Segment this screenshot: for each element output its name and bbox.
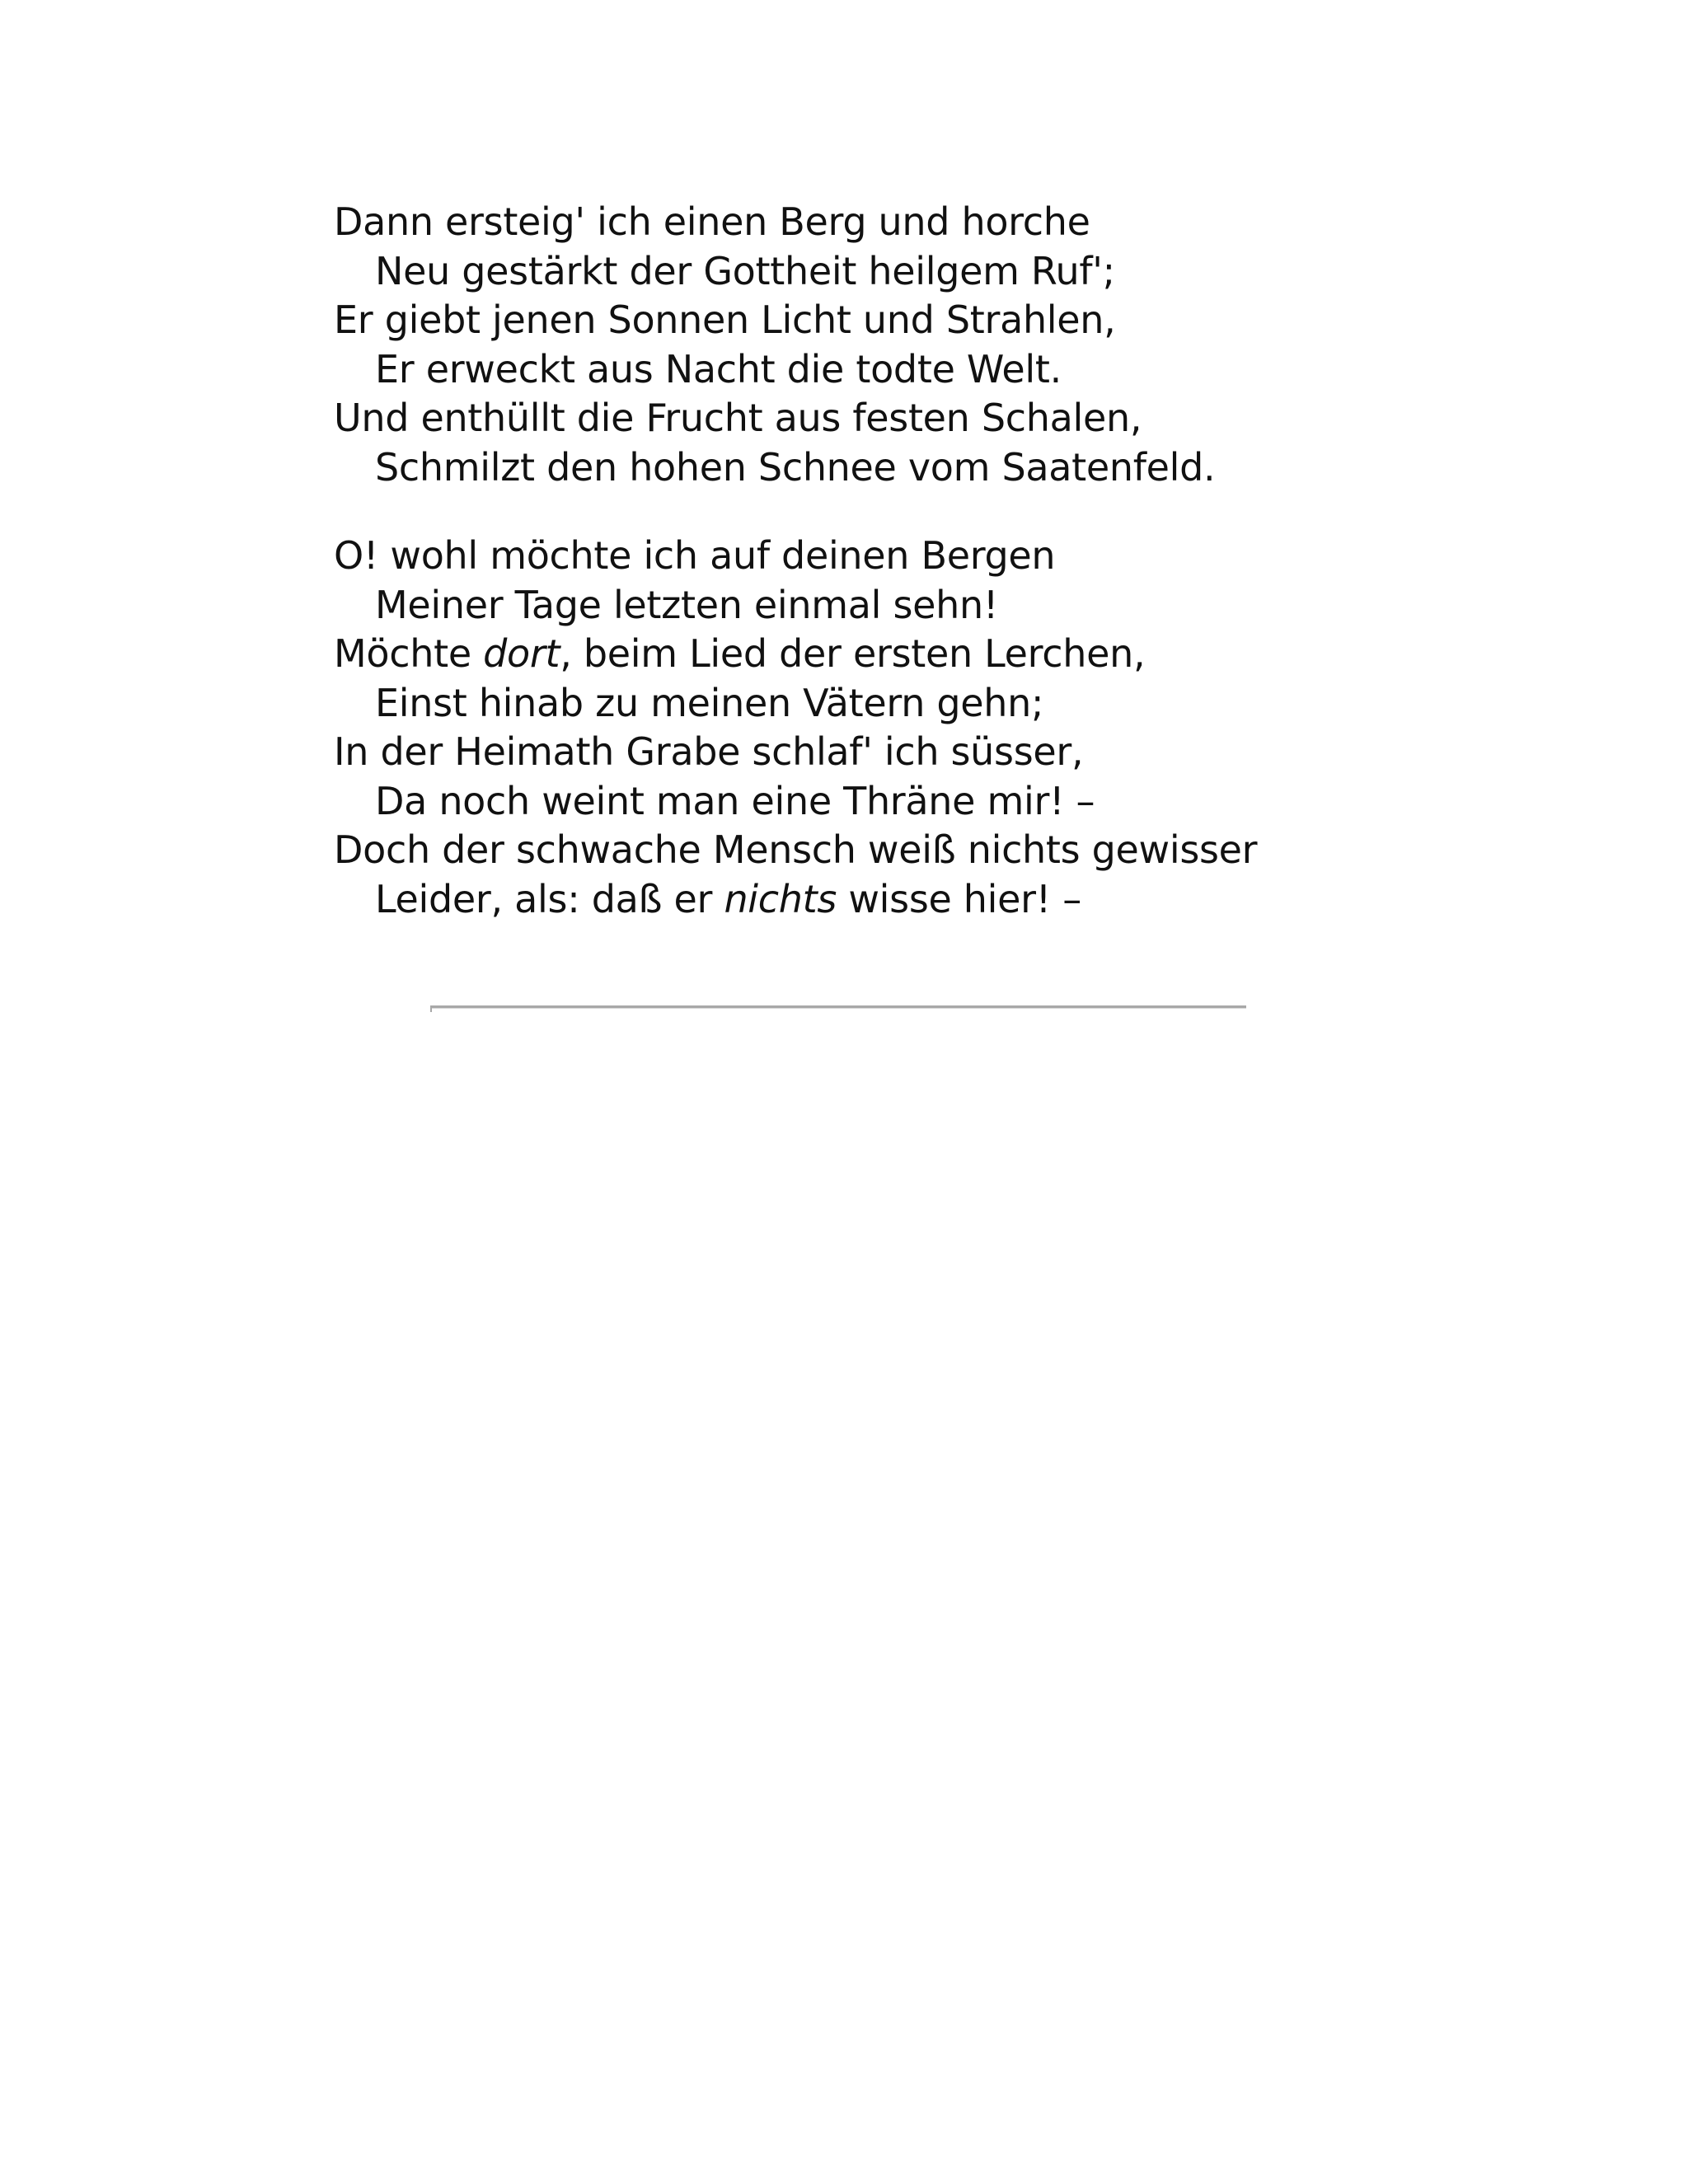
verse-line: Neu gestärkt der Gottheit heilgem Ruf';	[375, 248, 1115, 293]
stanza-1	[334, 198, 1488, 492]
verse-text: , beim Lied der ersten Lerchen,	[560, 631, 1146, 676]
stanza-2	[334, 532, 1488, 924]
verse-line	[334, 875, 1488, 925]
verse-line: Einst hinab zu meinen Vätern gehn;	[375, 680, 1044, 725]
verse-line: In der Heimath Grabe schlaf' ich süsser,	[334, 729, 1084, 774]
horizontal-rule	[430, 1005, 1246, 1009]
verse-line: Schmilzt den hohen Schnee vom Saatenfeld.	[375, 444, 1216, 490]
verse-text: wisse hier! –	[837, 876, 1081, 921]
poem	[334, 198, 1488, 924]
verse-line: Dann ersteig' ich einen Berg und horche	[334, 199, 1090, 244]
verse-line: Meiner Tage letzten einmal sehn!	[375, 582, 998, 627]
verse-line: Da noch weint man eine Thräne mir! –	[375, 778, 1095, 823]
verse-text: Leider, als: daß er	[375, 876, 724, 921]
verse-line: O! wohl möchte ich auf deinen Bergen	[334, 533, 1056, 578]
emphasized-word: nichts	[724, 876, 837, 921]
verse-line: Er erweckt aus Nacht die todte Welt.	[375, 346, 1062, 391]
emphasized-word: dort	[483, 631, 560, 676]
verse-text: Möchte	[334, 631, 484, 676]
verse-line: Er giebt jenen Sonnen Licht und Strahlen,	[334, 298, 1116, 342]
verse-line	[334, 630, 1488, 679]
verse-line: Doch der schwache Mensch weiß nichts gewisser	[334, 827, 1258, 872]
verse-line: Und enthüllt die Frucht aus festen Schalen,	[334, 396, 1142, 440]
